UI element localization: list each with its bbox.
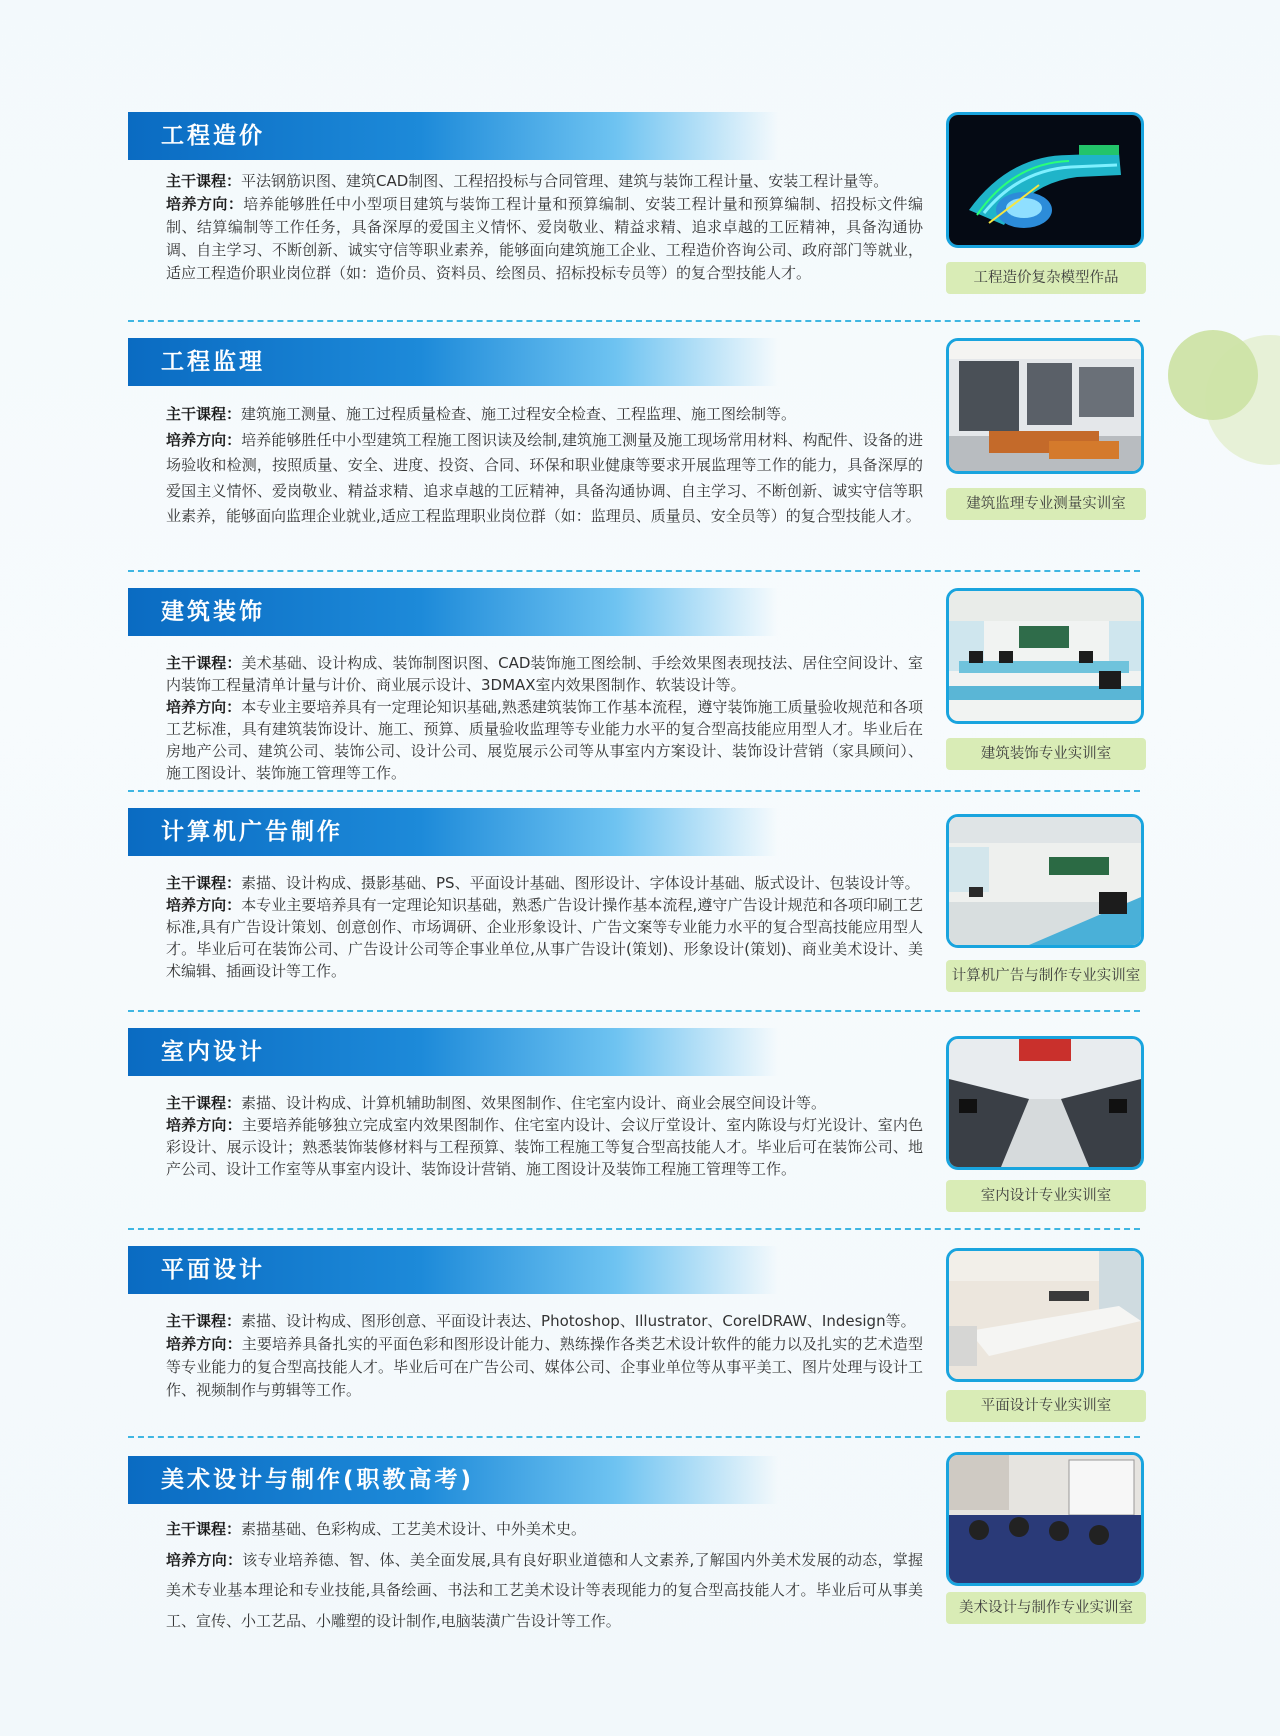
courses-label: 主干课程： [166,874,242,892]
courses-label: 主干课程： [166,405,242,423]
direction-label: 培养方向： [166,1550,243,1569]
photo-caption: 工程造价复杂模型作品 [946,262,1146,294]
section-divider [128,570,1140,572]
section-text [128,1310,923,1402]
direction-text: 主要培养具备扎实的平面色彩和图形设计能力、熟练操作各类艺术设计软件的能力以及扎实的艺术造型等专业能力的复合型高技能人才。毕业后可在广告公司、媒体公司、企事业单位等从事平美工、图片处理与设计工作、视频制作与剪辑等工作。 [166,1335,923,1399]
section-divider [128,1228,1140,1230]
section-divider [128,320,1140,322]
direction-text: 培养能够胜任中小型项目建筑与装饰工程计量和预算编制、安装工程计量和预算编制、招投标文件编制、结算编制等工作任务，具备深厚的爱国主义情怀、爱岗敬业、精益求精、追求卓越的工匠精神，具备沟通协调、自主学习、不断创新、诚实守信等职业素养，能够面向建筑施工企业、工程造价咨询公司、政府部门等就业，适应工程造价职业岗位群（如：造价员、资料员、绘图员、招标投标专员等）的复合型技能人才。 [166,195,923,282]
courses-text: 素描、设计构成、图形创意、平面设计表达、Photoshop、Illustrator、CorelDRAW、Indesign等。 [241,1312,916,1330]
photo-caption: 平面设计专业实训室 [946,1390,1146,1422]
direction-text: 培养能够胜任中小型建筑工程施工图识读及绘制,建筑施工测量及施工现场常用材料、构配件、设备的进场验收和检测，按照质量、安全、进度、投资、合同、环保和职业健康等要求开展监理等工作的能力，具备深厚的爱国主义情怀、爱岗敬业、精益求精、追求卓越的工匠精神，具备沟通协调、自主学习、不断创新、诚实守信等职业素养，能够面向监理企业就业,适应工程监理职业岗位群（如：监理员、质量员、安全员等）的复合型技能人才。 [166,430,923,525]
photo-caption: 室内设计专业实训室 [946,1180,1146,1212]
courses-text: 美术基础、设计构成、装饰制图识图、CAD装饰施工图绘制、手绘效果图表现技法、居住空间设计、室内装饰工程量清单计量与计价、商业展示设计、3DMAX室内效果图制作、软装设计等。 [166,654,923,694]
photo-model-work [946,112,1144,248]
photo-caption: 计算机广告与制作专业实训室 [946,960,1146,992]
section-title: 美术设计与制作(职教高考) [128,1456,778,1504]
courses-label: 主干课程： [166,1094,242,1112]
section-text [128,402,923,530]
courses-text: 素描基础、色彩构成、工艺美术设计、中外美术史。 [241,1520,587,1538]
direction-label: 培养方向： [166,1335,242,1353]
direction-text: 该专业培养德、智、体、美全面发展,具有良好职业道德和人文素养,了解国内外美术发展的动态，掌握美术专业基本理论和专业技能,具备绘画、书法和工艺美术设计等表现能力的复合型高技能人才。毕业后可从事美工、宣传、小工艺品、小雕塑的设计制作,电脑装潢广告设计等工作。 [166,1550,923,1630]
courses-label: 主干课程： [166,172,242,190]
section-text [128,1514,923,1636]
photo-caption: 建筑装饰专业实训室 [946,738,1146,770]
section-text [128,1092,923,1180]
direction-label: 培养方向： [166,430,242,449]
direction-label: 培养方向： [166,896,242,914]
direction-text: 本专业主要培养具有一定理论知识基础,熟悉建筑装饰工作基本流程，遵守装饰施工质量验收规范和各项工艺标准，具有建筑装饰设计、施工、预算、质量验收监理等专业能力水平的复合型高技能应用型人才。毕业后在房地产公司、建筑公司、装饰公司、设计公司、展览展示公司等从事室内方案设计、装饰设计营销（家具顾问）、施工图设计、装饰施工管理等工作。 [166,698,923,782]
direction-text: 本专业主要培养具有一定理论知识基础，熟悉广告设计操作基本流程,遵守广告设计规范和各项印刷工艺标准,具有广告设计策划、创意创作、市场调研、企业形象设计、广告文案等专业能力水平的复合型高技能应用型人才。毕业后可在装饰公司、广告设计公司等企事业单位,从事广告设计(策划)、形象设计(策划)、商业美术设计、美术编辑、插画设计等工作。 [166,896,923,980]
photo-survey-lab [946,338,1144,474]
direction-label: 培养方向： [166,698,242,716]
courses-label: 主干课程： [166,1520,242,1538]
courses-label: 主干课程： [166,654,242,672]
section-title: 工程监理 [128,338,778,386]
section-title: 平面设计 [128,1246,778,1294]
courses-text: 建筑施工测量、施工过程质量检查、施工过程安全检查、工程监理、施工图绘制等。 [241,405,797,423]
section-divider [128,790,1140,792]
photo-advertising-lab [946,814,1144,948]
photo-interior-lab [946,1036,1144,1170]
section-title: 室内设计 [128,1028,778,1076]
photo-caption: 美术设计与制作专业实训室 [946,1592,1146,1624]
courses-text: 素描、设计构成、计算机辅助制图、效果图制作、住宅室内设计、商业会展空间设计等。 [241,1094,827,1112]
section-title: 建筑装饰 [128,588,778,636]
direction-label: 培养方向： [166,1116,242,1134]
courses-label: 主干课程： [166,1312,242,1330]
decorative-circle [1168,330,1258,420]
section-divider [128,1436,1140,1438]
courses-text: 平法钢筋识图、建筑CAD制图、工程招投标与合同管理、建筑与装饰工程计量、安装工程计量等。 [241,172,889,190]
photo-caption: 建筑监理专业测量实训室 [946,488,1146,520]
section-text [128,652,923,784]
courses-text: 素描、设计构成、摄影基础、PS、平面设计基础、图形设计、字体设计基础、版式设计、包装设计等。 [241,874,920,892]
section-title: 工程造价 [128,112,778,160]
photo-art-lab [946,1452,1144,1586]
section-divider [128,1010,1140,1012]
section-text [128,170,923,285]
photo-graphic-lab [946,1248,1144,1382]
direction-text: 主要培养能够独立完成室内效果图制作、住宅室内设计、会议厅堂设计、室内陈设与灯光设计、室内色彩设计、展示设计；熟悉装饰装修材料与工程预算、装饰工程施工等复合型高技能人才。毕业后可在装饰公司、地产公司、设计工作室等从事室内设计、装饰设计营销、施工图设计及装饰工程施工管理等工作。 [166,1116,923,1178]
section-text [128,872,923,982]
photo-decoration-lab [946,588,1144,724]
direction-label: 培养方向： [166,195,244,213]
section-title: 计算机广告制作 [128,808,778,856]
